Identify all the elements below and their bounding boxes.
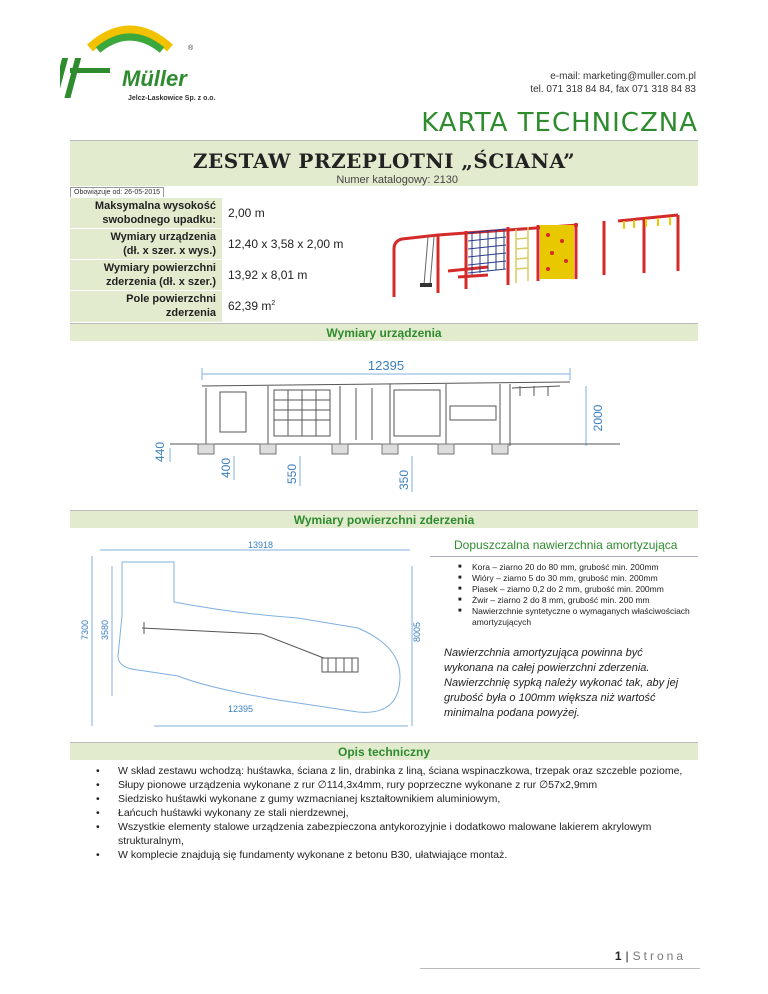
contact-info [530,70,696,96]
logo-sub: Jelcz-Laskowice Sp. z o.o. [128,95,216,102]
spec-label: Wymiary powierzchni zderzenia (dł. x szer.) [70,260,222,291]
dim-height: 2000 [591,404,605,432]
spec-value: 13,92 x 8,01 m [222,260,386,291]
plan-dim-7300: 7300 [80,619,90,641]
spec-row [70,291,386,322]
page-word: Strona [632,949,686,963]
list-item: ■ Wióry – ziarno 5 do 30 mm, grubość min. 200mm [458,573,698,584]
product-title-band [70,140,698,186]
section-impact-area: Wymiary powierzchni zderzenia [70,510,698,528]
list-item: • Siedzisko huśtawki wykonane z gumy wzmacnianej kształtownikiem aluminiowym, [96,792,706,806]
doc-type-title: KARTA TECHNICZNA [421,108,698,138]
svg-text:®: ® [188,45,194,52]
spec-row [70,229,386,260]
list-item: • Słupy pionowe urządzenia wykonane z rur ∅114,3x4mm, rury poprzeczne wykonane z rur ∅57x2,9mm [96,778,706,792]
plan-dim-8005: 8005 [412,621,422,643]
phone-line: tel. 071 318 84 84, fax 071 318 84 83 [530,84,696,95]
catalog-number: Numer katalogowy: 2130 [336,174,458,186]
list-item: ■ Żwir – ziarno 2 do 8 mm, grubość min. 200 mm [458,595,698,606]
surface-note: Nawierzchnia amortyzująca powinna być wykonana na całej powierzchni zderzenia. Nawierzchnię sypką należy wykonać tak, aby jej grubość była o 100mm większa niż wartość minimalna podana powyżej. [444,647,679,719]
dim-400: 400 [219,457,233,479]
list-item: • W skład zestawu wchodzą: huśtawka, ściana z lin, drabinka z liną, ściana wspinaczkowa, trzepak oraz szczeble poziome, [96,764,706,778]
spec-label: Maksymalna wysokość swobodnego upadku: [70,198,222,229]
spec-label: Wymiary urządzenia (dł. x szer. x wys.) [70,229,222,260]
dim-length: 12395 [367,358,405,373]
plan-dim-length: 13918 [248,540,274,550]
list-item: ■ Piasek – ziarno 0,2 do 2 mm, grubość min. 200mm [458,584,698,595]
page-footer: 1 | Strona [614,949,686,963]
list-item: ■ Kora – ziarno 20 do 80 mm, grubość min. 200mm [458,562,698,573]
page-number: 1 [614,949,622,963]
footer-line [420,968,700,969]
divider [430,556,698,557]
product-title: ZESTAW PRZEPLOTNI „ŚCIANA” [192,149,576,173]
section-dimensions: Wymiary urządzenia [70,323,698,341]
plan-dim-inner: 12395 [228,704,254,714]
dim-440: 440 [153,441,167,463]
surface-list [458,562,698,628]
spec-row [70,198,386,229]
spec-value: 12,40 x 3,58 x 2,00 m [222,229,386,260]
plan-drawing [78,536,430,736]
logo-brand: Müller [122,66,187,91]
elevation-drawing [150,356,620,496]
section-description: Opis techniczny [70,742,698,760]
list-item: ■ Nawierzchnie syntetyczne o wymaganych właściwościach amortyzujących [458,606,698,628]
spec-label: Pole powierzchni zderzenia [70,291,222,322]
spec-table [70,197,386,322]
dim-550: 550 [285,463,299,485]
surface-title: Dopuszczalna nawierzchnia amortyzująca [454,538,678,552]
description-list [96,764,706,862]
spec-row [70,260,386,291]
list-item: • Łańcuch huśtawki wykonany ze stali nierdzewnej, [96,806,706,820]
dim-350: 350 [397,469,411,491]
plan-dim-3580: 3580 [100,619,110,641]
valid-from: Obowiązuje od: 26-05-2015 [70,187,164,198]
email-line: e-mail: marketing@muller.com.pl [550,71,696,82]
list-item: • Wszystkie elementy stalowe urządzenia zabezpieczona antykorozyjnie i dodatkowo malowane lakierem akrylowym strukturalnym, [96,820,706,848]
product-illustration [388,205,698,305]
muller-logo [60,10,240,110]
list-item: • W komplecie znajdują się fundamenty wykonane z betonu B30, ułatwiające montaż. [96,848,706,862]
spec-value: 2,00 m [222,198,386,229]
spec-value: 62,39 $m^2$ [222,291,386,322]
